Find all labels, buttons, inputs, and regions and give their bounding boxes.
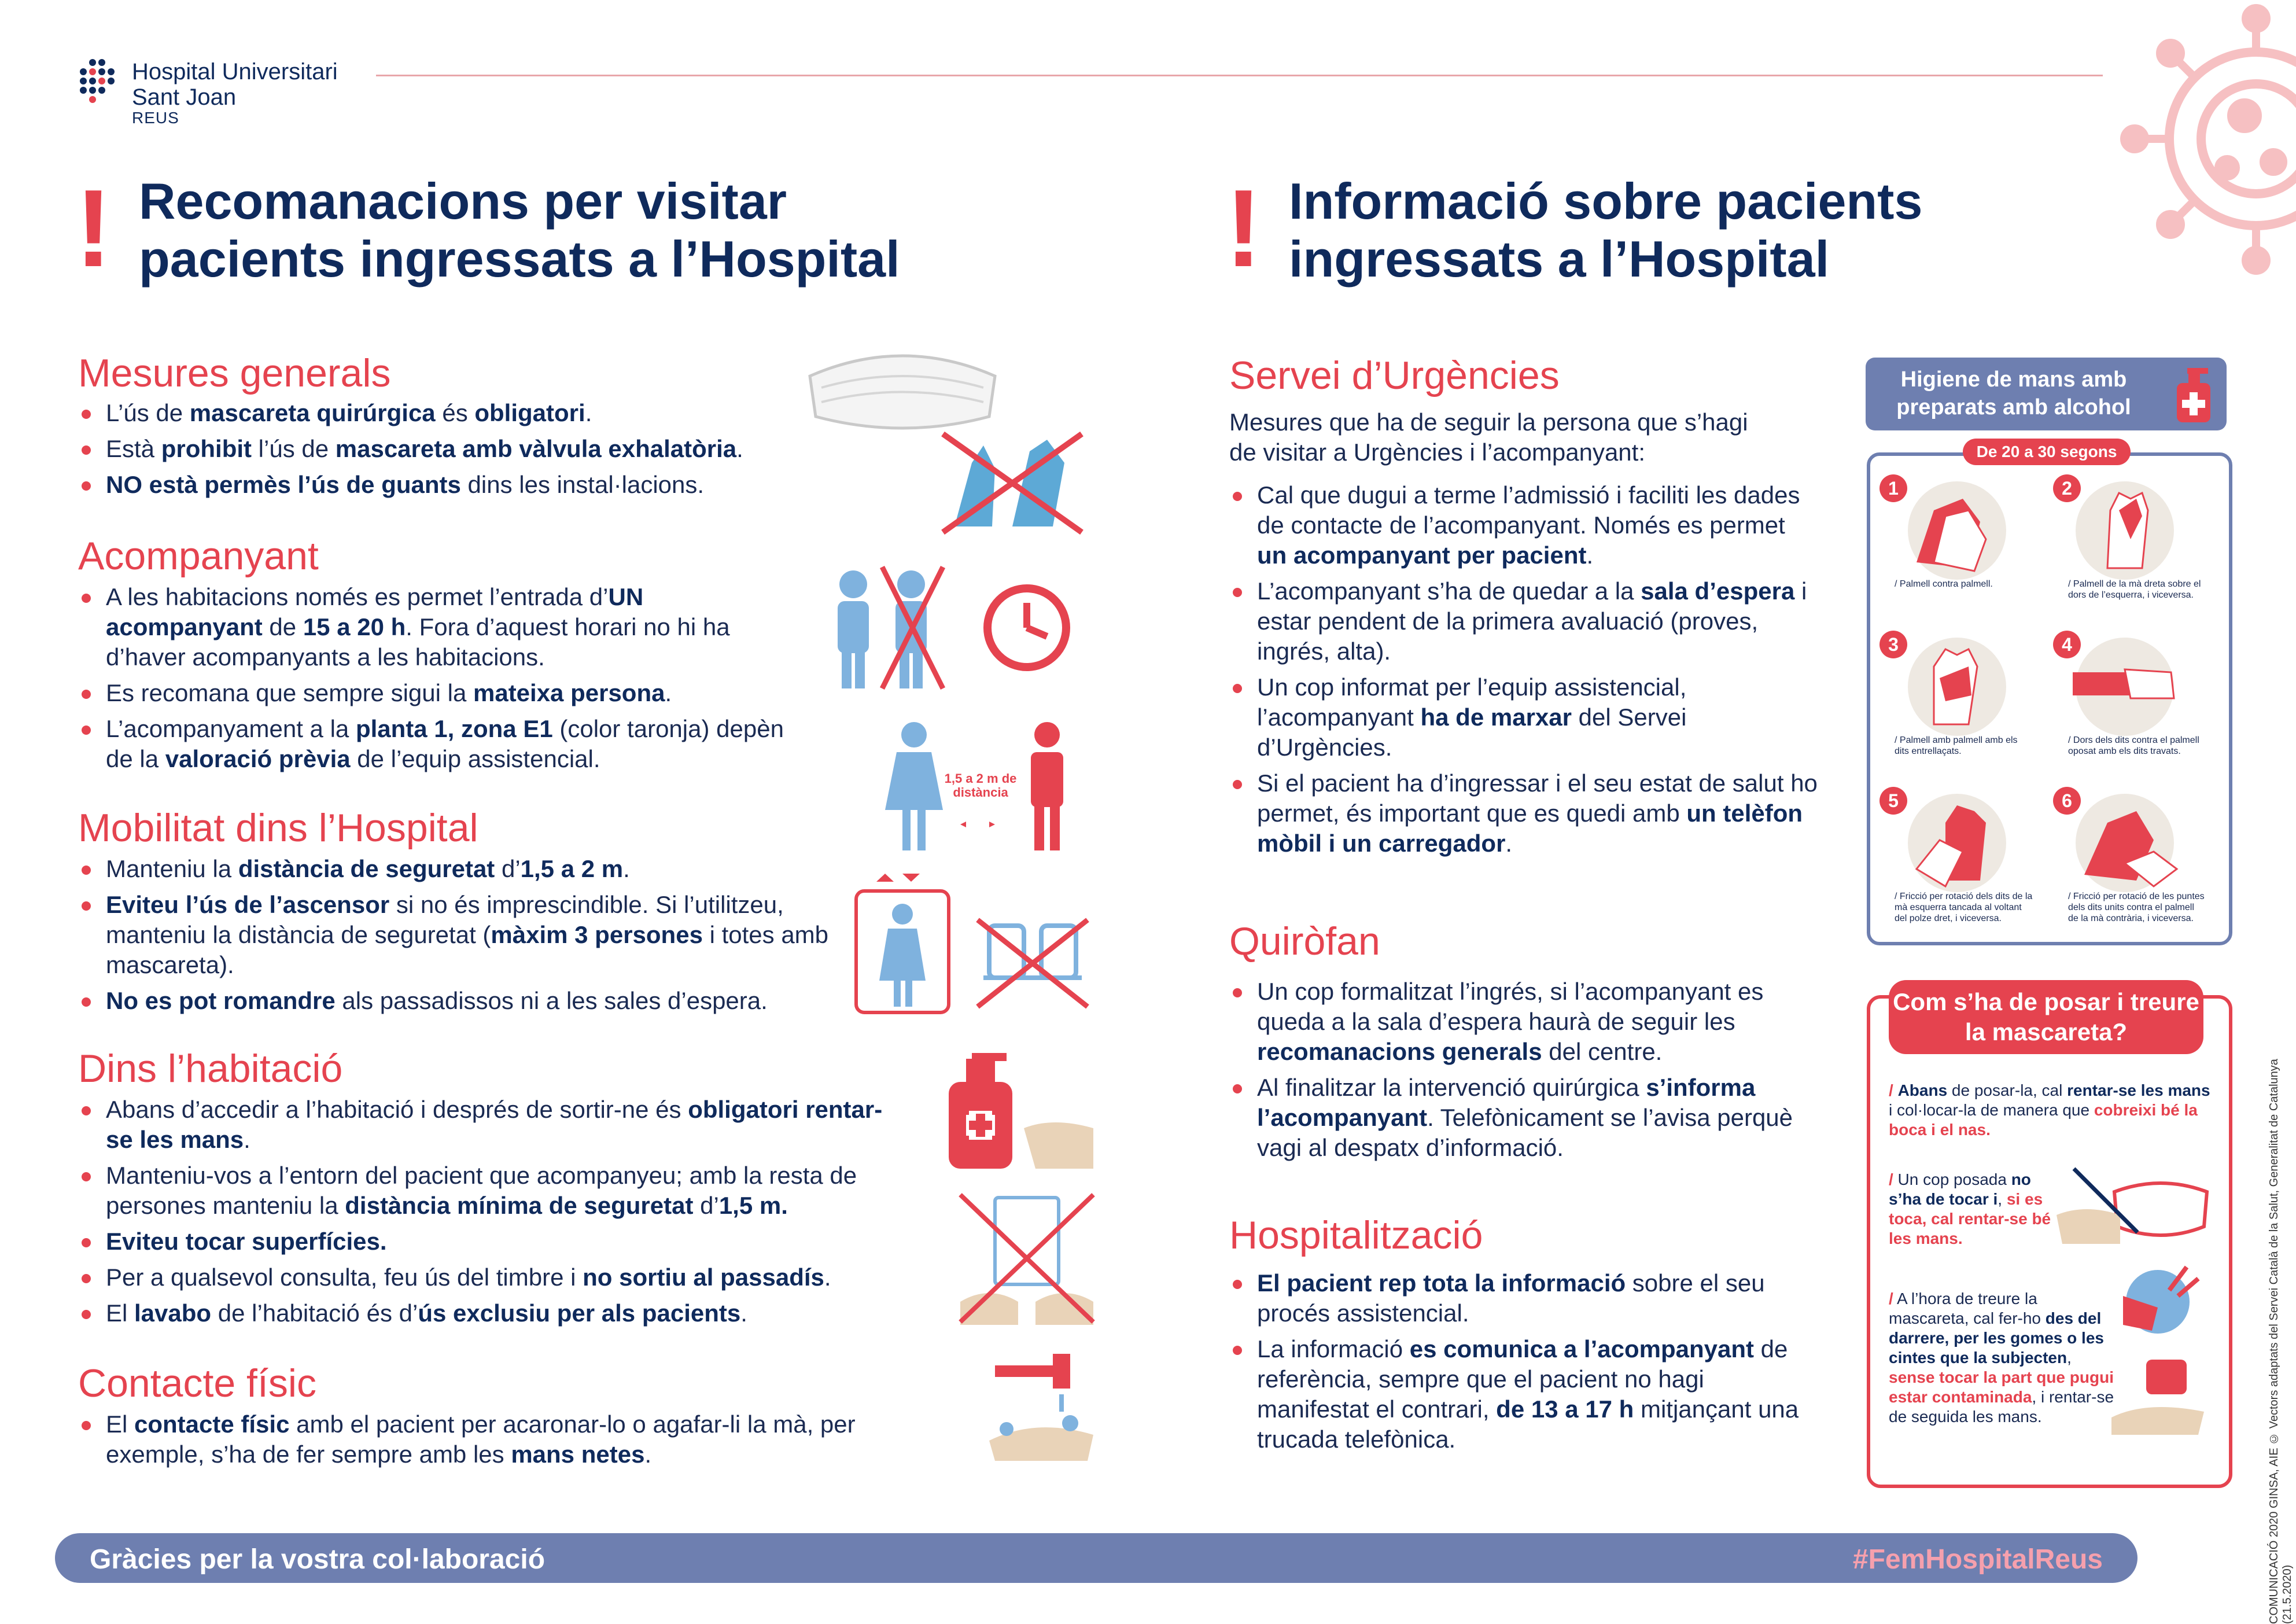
- list-item: L’ús de mascareta quirúrgica és obligatori.: [78, 398, 888, 428]
- section-mesures-generals: Mesures generals: [78, 351, 391, 395]
- hygiene-title: Higiene de mans amb preparats amb alcohol: [1896, 367, 2131, 419]
- section-mobilitat: Mobilitat dins l’Hospital: [78, 806, 478, 850]
- hygiene-steps-grid: [1870, 469, 2229, 937]
- mask-title: Com s’ha de posar i treure la mascareta?: [1889, 980, 2203, 1054]
- list-item: Eviteu l’ús de l’ascensor si no és imprescindible. Si l’utilitzeu, manteniu la distància de seguretat (màxim 3 persones i totes amb mascareta).: [78, 890, 830, 980]
- logo-name: Hospital Universitari Sant Joan: [132, 59, 338, 110]
- urgencies-intro: Mesures que ha de seguir la persona que s’hagi de visitar a Urgències i l’acompanyant:: [1229, 408, 1748, 466]
- list-item: El pacient rep tota la informació sobre el seu procés assistencial.: [1229, 1268, 1819, 1328]
- hygiene-step: 5 / Fricció per rotació dels dits de la mà esquerra tancada al voltant del polze dret, i viceversa.: [1870, 781, 2038, 937]
- clock-icon: [978, 579, 1076, 677]
- list-contacte-fisic: [78, 1409, 900, 1475]
- list-item: Es recomana que sempre sigui la mateixa persona.: [78, 678, 795, 708]
- left-exclamation: !: [75, 167, 112, 290]
- list-item: El contacte físic amb el pacient per acaronar-lo o agafar-li la mà, per exemple, s’ha de fer sempre amb les mans netes.: [78, 1409, 900, 1470]
- right-title: Informació sobre pacients ingressats a l’Hospital: [1289, 172, 1923, 288]
- list-item: Manteniu-vos a l’entorn del pacient que acompanyeu; amb la resta de persones manteniu la distància mínima de seguretat d’1,5 m.: [78, 1161, 900, 1221]
- no-touch-mask-icon: [2051, 1163, 2213, 1250]
- one-companion-icon: [827, 564, 949, 691]
- section-contacte-fisic: Contacte físic: [78, 1361, 316, 1405]
- list-item: Un cop formalitzat l’ingrés, si l’acompanyant es queda a la sala d’espera haurà de seguir les recomanacions generals del centre.: [1229, 977, 1819, 1067]
- mask-step-3: / A l’hora de treure la mascareta, cal fer-ho des del darrere, per les gomes o les cintes que la subjecten, sense tocar la part que pugui estar contaminada, i rentar-se de seguida les mans.: [1889, 1290, 2114, 1426]
- section-urgencies: Servei d’Urgències: [1229, 353, 1560, 397]
- no-waiting-room-icon: [972, 914, 1093, 1012]
- list-urgencies: [1229, 480, 1819, 864]
- list-hospitalitzacio: [1229, 1268, 1819, 1460]
- list-dins-habitacio: [78, 1095, 900, 1334]
- remove-mask-icon: [2100, 1261, 2216, 1435]
- list-item: Un cop informat per l’equip assistencial, l’acompanyant ha de marxar del Servei d’Urgències.: [1229, 672, 1819, 763]
- hospital-logo: [75, 58, 376, 133]
- section-hospitalitzacio: Hospitalització: [1229, 1213, 1483, 1257]
- list-item: Eviteu tocar superfícies.: [78, 1227, 900, 1257]
- header-divider: [376, 75, 2103, 76]
- hygiene-header: [1866, 358, 2227, 430]
- list-item: Manteniu la distància de seguretat d’1,5 a 2 m.: [78, 854, 830, 884]
- list-item: Al finalitzar la intervenció quirúrgica s’informa l’acompanyant. Telefònicament se l’avisa perquè vagi al despatx d’informació.: [1229, 1073, 1819, 1163]
- list-item: Està prohibit l’ús de mascareta amb vàlvula exhalatòria.: [78, 434, 888, 464]
- logo-dots-icon: [75, 58, 121, 110]
- list-item: No es pot romandre als passadissos ni a les sales d’espera.: [78, 986, 830, 1016]
- no-touch-surfaces-icon: [954, 1192, 1099, 1325]
- distance-label: 1,5 a 2 m de distància: [944, 771, 1017, 800]
- mask-step-1: / Abans de posar-la, cal rentar-se les mans i col·locar-la de manera que cobreixi bé la boca i el nas.: [1889, 1081, 2210, 1139]
- virus-decoration-icon: [2083, 0, 2296, 301]
- left-title: Recomanacions per visitar pacients ingressats a l’Hospital: [139, 172, 900, 288]
- list-acompanyant: [78, 582, 795, 780]
- section-dins-habitacio: Dins l’habitació: [78, 1047, 343, 1091]
- list-mobilitat: [78, 854, 830, 1022]
- list-item: Per a qualsevol consulta, feu ús del timbre i no sortiu al passadís.: [78, 1262, 900, 1292]
- no-gloves-icon: [937, 428, 1088, 538]
- surgical-mask-icon: [798, 341, 1007, 440]
- list-item: Cal que dugui a terme l’admissió i faciliti les dades de contacte de l’acompanyant. Només es permet un acompanyant per pacient.: [1229, 480, 1819, 570]
- section-quirofan: Quiròfan: [1229, 919, 1380, 963]
- hygiene-step: 3 / Palmell amb palmell amb els dits entrellaçats.: [1870, 625, 2038, 781]
- list-item: L’acompanyament a la planta 1, zona E1 (color taronja) depèn de la valoració prèvia de l’equip assistencial.: [78, 714, 795, 774]
- elevator-icon: [853, 874, 952, 1018]
- hand-sanitizer-icon: [937, 1047, 1099, 1174]
- hand-washing-icon: [983, 1342, 1099, 1464]
- list-item: A les habitacions només es permet l’entrada d’UN acompanyant de 15 a 20 h. Fora d’aquest horari no hi ha d’haver acompanyants a les habitacions.: [78, 582, 795, 672]
- hygiene-duration-badge: De 20 a 30 segons: [1963, 439, 2131, 465]
- section-acompanyant: Acompanyant: [78, 534, 319, 578]
- list-item: Abans d’accedir a l’habitació i després de sortir-ne és obligatori rentar-se les mans.: [78, 1095, 900, 1155]
- footer-banner: [55, 1533, 2137, 1583]
- footer-hashtag: #FemHospitalReus: [1852, 1544, 2103, 1575]
- list-item: NO està permès l’ús de guants dins les instal·lacions.: [78, 470, 888, 500]
- list-quirofan: [1229, 977, 1819, 1169]
- credit-text: COMUNICACIÓ 2020 GINSA, AIE © Vectors adaptats del Servei Català de la Salut, Generalitat de Catalunya (21.5.2020): [2268, 1059, 2294, 1624]
- hygiene-step: 4 / Dors dels dits contra el palmell oposat amb els dits travats.: [2044, 625, 2212, 781]
- list-item: L’acompanyant s’ha de quedar a la sala d’espera i estar pendent de la primera avaluació (proves, ingrés, alta).: [1229, 576, 1819, 666]
- footer-thanks: Gràcies per la vostra col·laboració: [90, 1544, 546, 1575]
- hygiene-step: 6 / Fricció per rotació de les puntes dels dits units contra el palmell de la mà contrària, i viceversa.: [2044, 781, 2212, 937]
- hygiene-step: 1 / Palmell contra palmell.: [1870, 469, 2038, 625]
- list-item: Si el pacient ha d’ingressar i el seu estat de salut ho permet, és important que es quedi amb un telèfon mòbil i un carregador.: [1229, 768, 1819, 859]
- hygiene-step: 2 / Palmell de la mà dreta sobre el dors de l’esquerra, i viceversa.: [2044, 469, 2212, 625]
- list-item: La informació es comunica a l’acompanyant de referència, sempre que el pacient no hagi manifestat el contrari, de 13 a 17 h mitjançant una trucada telefònica.: [1229, 1334, 1819, 1454]
- sanitizer-bottle-icon: [2173, 368, 2214, 424]
- mask-step-2: / Un cop posada no s’ha de tocar i, si es toca, cal rentar-se bé les mans.: [1889, 1170, 2051, 1247]
- right-exclamation: !: [1225, 167, 1262, 290]
- list-item: El lavabo de l’habitació és d’ús exclusiu per als pacients.: [78, 1298, 900, 1328]
- list-mesures-generals: [78, 398, 888, 506]
- logo-city: REUS: [132, 109, 179, 127]
